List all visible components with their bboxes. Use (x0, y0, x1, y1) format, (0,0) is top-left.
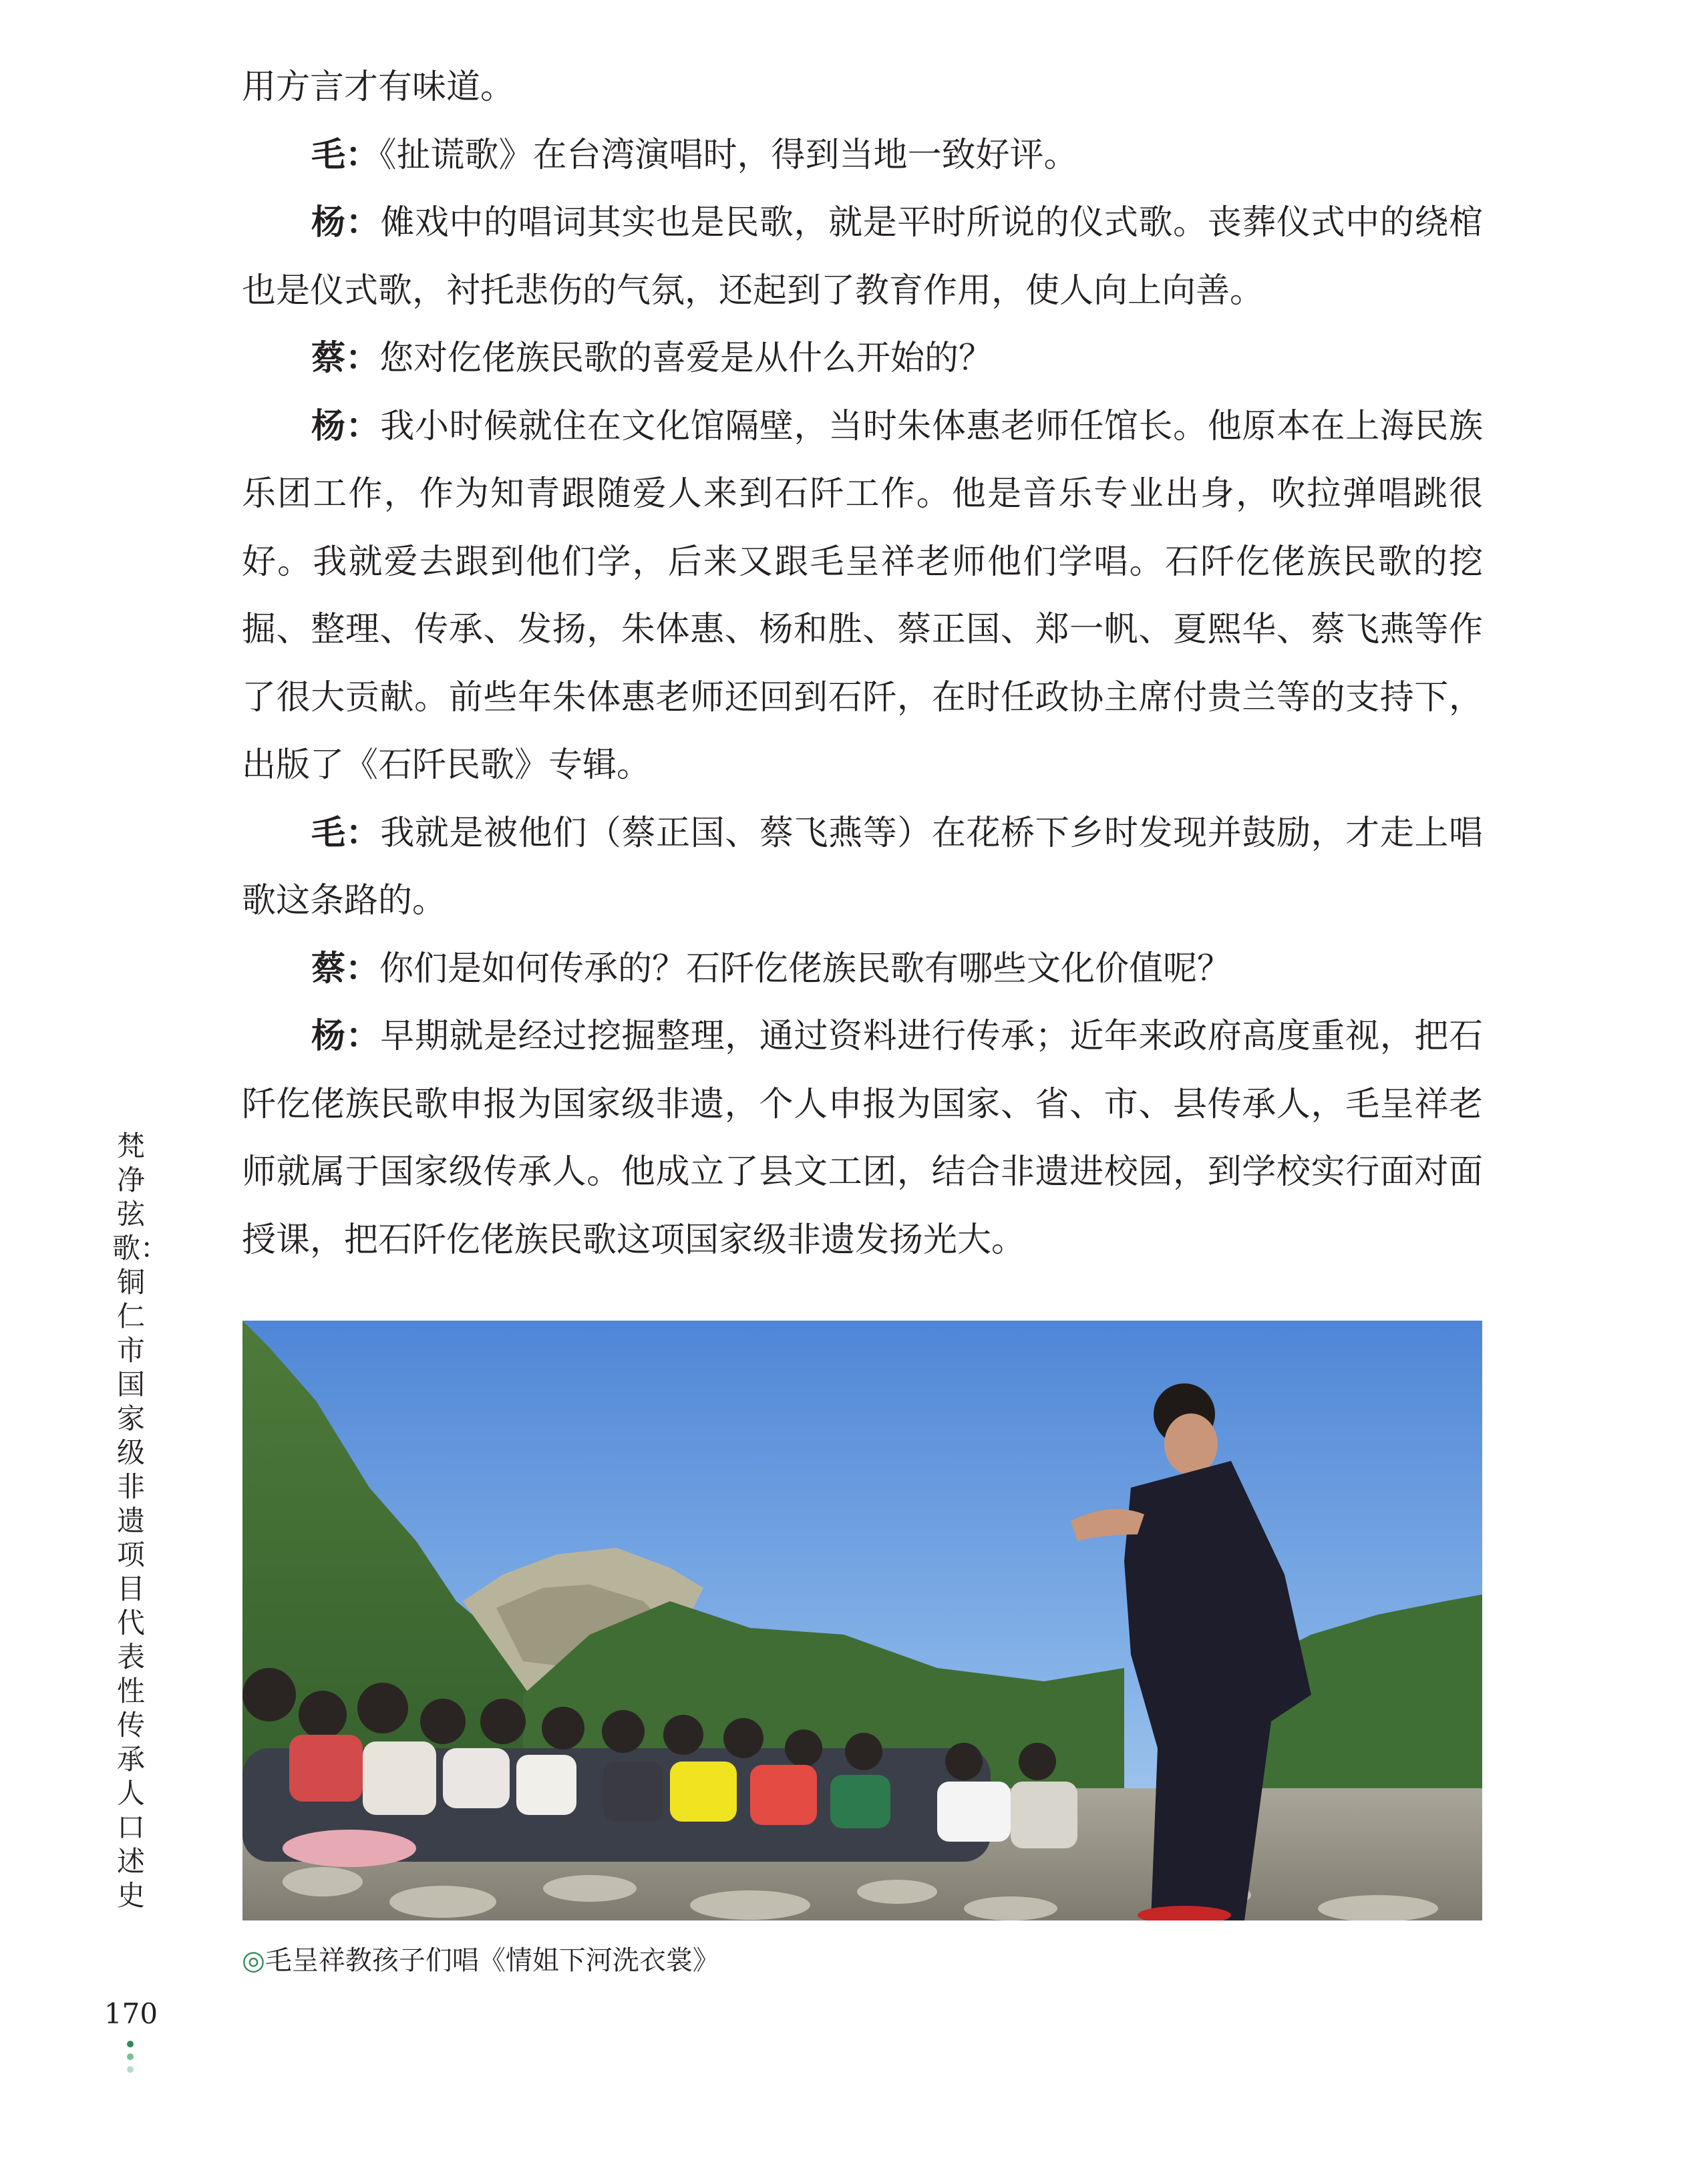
paragraph (242, 800, 1483, 935)
page-dot (127, 2041, 134, 2047)
page-dot (127, 2066, 134, 2073)
speaker-label: 毛： (311, 813, 381, 853)
paragraph-text: 您对仡佬族民歌的喜爱是从什么开始的？ (379, 339, 993, 378)
paragraph-text: 《扯谎歌》在台湾演唱时，得到当地一致好评。 (379, 135, 1078, 175)
paragraph-text: 傩戏中的唱词其实也是民歌，就是平时所说的仪式歌。丧葬仪式中的绕棺也是仪式歌，衬托悲伤的气氛，还起到了教育作用，使人向上向善。 (242, 203, 1483, 311)
article-body (242, 53, 1483, 1274)
vertical-book-title: 梵净弦歌：铜仁市国家级非遗项目代表性传承人口述史 (112, 1130, 169, 1912)
paragraph-text: 我就是被他们（蔡正国、蔡飞燕等）在花桥下乡时发现并鼓励，才走上唱歌这条路的。 (242, 813, 1483, 920)
paragraph (242, 393, 1483, 800)
speaker-label: 杨： (311, 406, 381, 446)
page-dot (127, 2053, 134, 2060)
paragraph (242, 935, 1483, 1003)
paragraph (242, 122, 1483, 190)
paragraph-text: 用方言才有味道。 (242, 67, 515, 107)
caption-bullet-icon: ◎ (242, 1945, 265, 1976)
speaker-label: 杨： (311, 203, 381, 242)
page-number: 170 (104, 1997, 158, 2030)
speaker-label: 蔡： (311, 949, 380, 989)
paragraph (242, 53, 1483, 122)
speaker-label: 毛： (311, 135, 380, 175)
paragraph (242, 325, 1483, 393)
paragraph (242, 189, 1483, 325)
page-dots (127, 2041, 135, 2079)
speaker-label: 杨： (311, 1017, 381, 1056)
paragraph (242, 1003, 1483, 1274)
photo-teaching-children (242, 1321, 1482, 1920)
paragraph-text: 早期就是经过挖掘整理，通过资料进行传承；近年来政府高度重视，把石阡仡佬族民歌申报为国家级非遗，个人申报为国家、省、市、县传承人，毛呈祥老师就属于国家级传承人。他成立了县文工团，结合非遗进校园，到学校实行面对面授课，把石阡仡佬族民歌这项国家级非遗发扬光大。 (242, 1017, 1483, 1260)
caption-text: 毛呈祥教孩子们唱《情姐下河洗衣裳》 (265, 1945, 719, 1976)
paragraph-text: 你们是如何传承的？石阡仡佬族民歌有哪些文化价值呢？ (379, 949, 1232, 989)
paragraph-text: 我小时候就住在文化馆隔壁，当时朱体惠老师任馆长。他原本在上海民族乐团工作，作为知青跟随爱人来到石阡工作。他是音乐专业出身，吹拉弹唱跳很好。我就爱去跟到他们学，后来又跟毛呈祥老师他们学唱。石阡仡佬族民歌的挖掘、整理、传承、发扬，朱体惠、杨和胜、蔡正国、郑一帆、夏熙华、蔡飞燕等作了很大贡献。前些年朱体惠老师还回到石阡，在时任政协主席付贵兰等的支持下，出版了《石阡民歌》专辑。 (242, 406, 1483, 785)
speaker-label: 蔡： (311, 339, 380, 378)
figure-caption (242, 1944, 719, 1977)
